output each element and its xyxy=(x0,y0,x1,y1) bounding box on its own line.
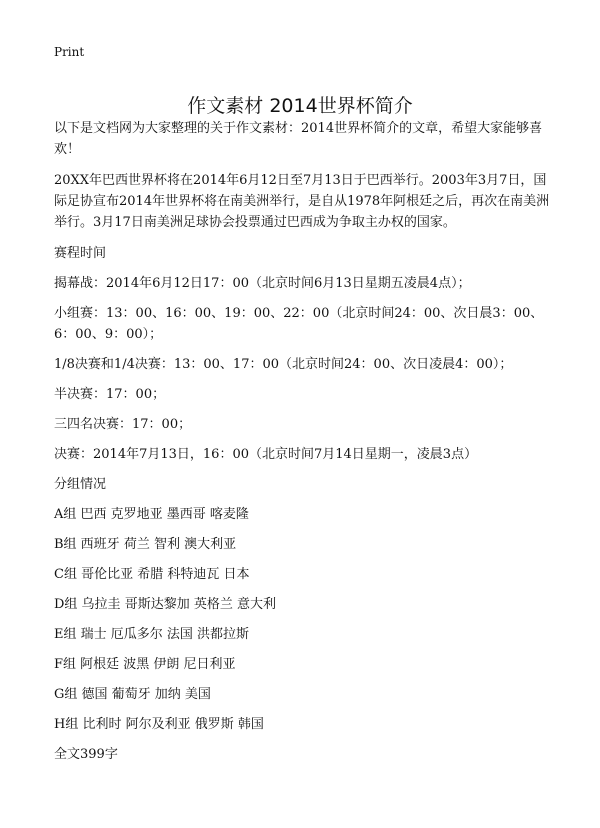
group-f: F组 阿根廷 波黑 伊朗 尼日利亚 xyxy=(54,657,236,672)
schedule-item-final: 决赛：2014年7月13日，16：00（北京时间7月14日星期一，凌晨3点） xyxy=(54,447,478,462)
group-g: G组 德国 葡萄牙 加纳 美国 xyxy=(54,687,211,702)
group-b: B组 西班牙 荷兰 智利 澳大利亚 xyxy=(54,537,237,552)
document-title: 作文素材 2014世界杯简介 xyxy=(187,94,413,117)
news-paragraph: 20XX年巴西世界杯将在2014年6月12日至7月13日于巴西举行。2003年3月7日，国际足协宣布2014年世界杯将在南美洲举行，是自从1978年阿根廷之后，再次在南美洲举行。3月17日南美洲足球协会投票通过巴西成为争取主办权的国家。 xyxy=(54,173,550,230)
intro-paragraph: 以下是文档网为大家整理的关于作文素材：2014世界杯简介的文章，希望大家能够喜欢！ xyxy=(54,121,543,157)
group-c: C组 哥伦比亚 希腊 科特迪瓦 日本 xyxy=(54,567,250,582)
groups-heading: 分组情况 xyxy=(54,477,107,492)
print-label: Print xyxy=(54,45,85,59)
schedule-heading: 赛程时间 xyxy=(54,246,107,261)
group-d: D组 乌拉圭 哥斯达黎加 英格兰 意大利 xyxy=(54,597,276,612)
schedule-item-knockout: 1/8决赛和1/4决赛：13：00、17：00（北京时间24：00、次日凌晨4：00）； xyxy=(54,357,513,372)
word-count: 全文399字 xyxy=(54,747,118,762)
schedule-item-semifinal: 半决赛：17：00； xyxy=(54,387,166,402)
schedule-item-opening: 揭幕战：2014年6月12日17：00（北京时间6月13日星期五凌晨4点）； xyxy=(54,276,471,291)
group-h: H组 比利时 阿尔及利亚 俄罗斯 韩国 xyxy=(54,717,264,732)
schedule-item-group-stage: 小组赛：13：00、16：00、19：00、22：00（北京时间24：00、次日晨3：00、6：00、9：00）； xyxy=(54,306,544,342)
schedule-item-third-place: 三四名决赛：17：00； xyxy=(54,417,192,432)
document-body xyxy=(54,118,554,774)
group-e: E组 瑞士 厄瓜多尔 法国 洪都拉斯 xyxy=(54,627,250,642)
group-a: A组 巴西 克罗地亚 墨西哥 喀麦隆 xyxy=(54,507,249,522)
